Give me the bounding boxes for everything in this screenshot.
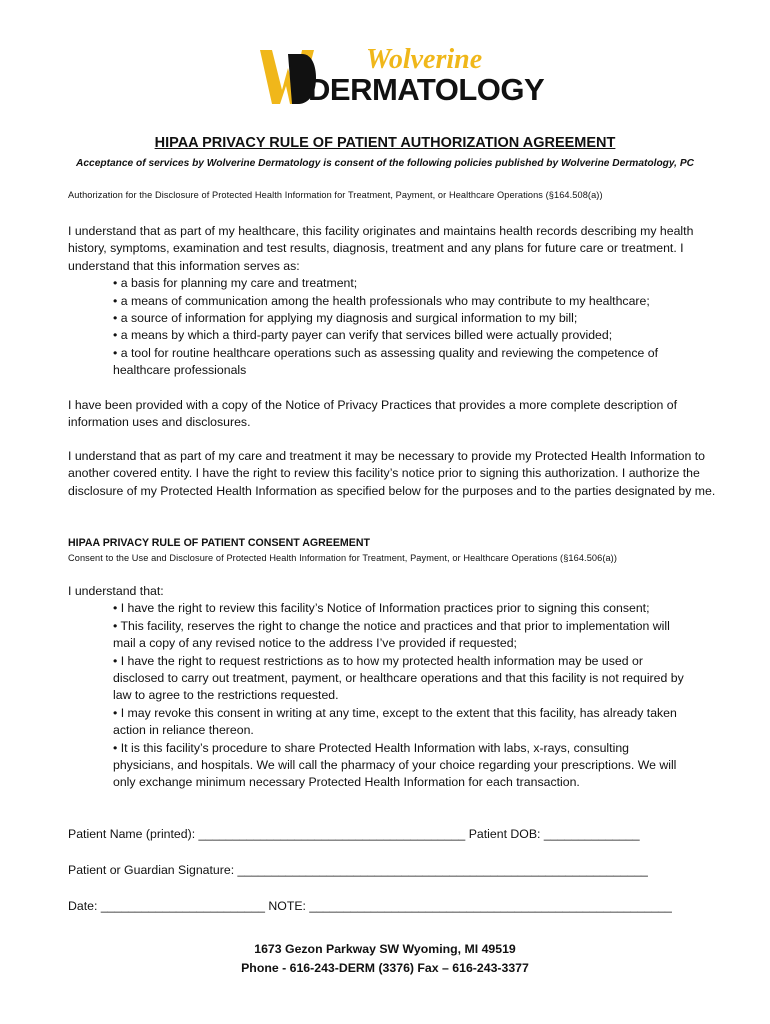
note-field[interactable]: _____________________________________________________: [309, 899, 672, 913]
patient-dob-field[interactable]: ______________: [543, 827, 640, 841]
page-subtitle: Acceptance of services by Wolverine Dermatology is consent of the following policies published by Wolverine Dermatology, PC: [76, 158, 694, 169]
consent-body: [68, 583, 718, 792]
list-item: • a source of information for applying my diagnosis and surgical information to my bill;: [113, 311, 578, 326]
wolverine-dermatology-logo: [258, 42, 545, 112]
consent-intro: I understand that:: [68, 584, 164, 598]
paragraph-disclosure: I understand that as part of my care and treatment it may be necessary to provide my Protected Health Information to another covered entity. I have the right to review this facility’s notice prior to signing this authorization. I authorize the disclosure of my Protected Health Information as specified below for the purposes and to the parties designated by me.: [68, 449, 716, 498]
list-item: • This facility, reserves the right to change the notice and practices and that prior to implementation will mail a copy of any revised notice to the address I’ve provided if requested;: [113, 618, 670, 651]
paragraph-notice-copy: I have been provided with a copy of the Notice of Privacy Practices that provides a more complete description of information uses and disclosures.: [68, 398, 678, 430]
use-bullet-list: [68, 275, 718, 379]
note-label: NOTE:: [264, 899, 310, 913]
paragraph-intro: I understand that as part of my healthcare, this facility originates and maintains health records describing my health history, symptoms, examination and test results, diagnosis, treatment and any plans for future care or treatment. I understand that this information serves as:: [68, 224, 694, 273]
list-item: • I have the right to review this facility’s Notice of Information practices prior to signing this consent;: [113, 601, 650, 616]
patient-name-row: [68, 827, 640, 841]
patient-name-label: Patient Name (printed):: [68, 827, 199, 841]
patient-name-field[interactable]: _______________________________________: [198, 827, 466, 841]
list-item: • a means by which a third-party payer can verify that services billed were actually provided;: [113, 328, 613, 343]
consent-heading: HIPAA PRIVACY RULE OF PATIENT CONSENT AGREEMENT: [68, 537, 370, 549]
date-note-row: [68, 899, 672, 913]
authorization-line: Authorization for the Disclosure of Protected Health Information for Treatment, Payment, or Healthcare Operations (§164.508(a)): [68, 190, 603, 200]
page-title: HIPAA PRIVACY RULE OF PATIENT AUTHORIZATION AGREEMENT: [154, 135, 616, 151]
footer-address: 1673 Gezon Parkway SW Wyoming, MI 49519: [254, 942, 516, 956]
paragraph-healthcare-records: [68, 223, 718, 380]
date-field[interactable]: ________________________: [100, 899, 265, 913]
patient-dob-label: Patient DOB:: [465, 827, 544, 841]
consent-subline: Consent to the Use and Disclosure of Protected Health Information for Treatment, Payment, or Healthcare Operations (§164.506(a)): [68, 553, 618, 563]
logo-script-text: Wolverine: [366, 44, 483, 75]
list-item: • I may revoke this consent in writing at any time, except to the extent that this facility, has already taken action in reliance thereon.: [113, 705, 677, 738]
list-item: • a means of communication among the health professionals who may contribute to my healthcare;: [113, 293, 650, 308]
footer-contact: Phone - 616-243-DERM (3376) Fax – 616-243-3377: [241, 961, 529, 975]
list-item: • a basis for planning my care and treatment;: [113, 276, 358, 291]
signature-field[interactable]: ____________________________________________________________: [237, 863, 648, 877]
signature-row: [68, 863, 648, 877]
list-item: • a tool for routine healthcare operations such as assessing quality and reviewing the competence of healthcare professionals: [113, 345, 659, 378]
logo-word-text: DERMATOLOGY: [308, 72, 545, 107]
date-label: Date:: [68, 899, 101, 913]
consent-bullet-list: [68, 600, 718, 791]
signature-label: Patient or Guardian Signature:: [68, 863, 238, 877]
list-item: • I have the right to request restrictions as to how my protected health information may be used or disclosed to carry out treatment, payment, or healthcare operations and that this facility is not required by law to agree to the restrictions requested.: [113, 653, 684, 703]
list-item: • It is this facility’s procedure to share Protected Health Information with labs, x-rays, consulting physicians, and hospitals. We will call the pharmacy of your choice regarding your prescriptions. We will only exchange minimum necessary Protected Health Information for each transaction.: [113, 740, 677, 790]
